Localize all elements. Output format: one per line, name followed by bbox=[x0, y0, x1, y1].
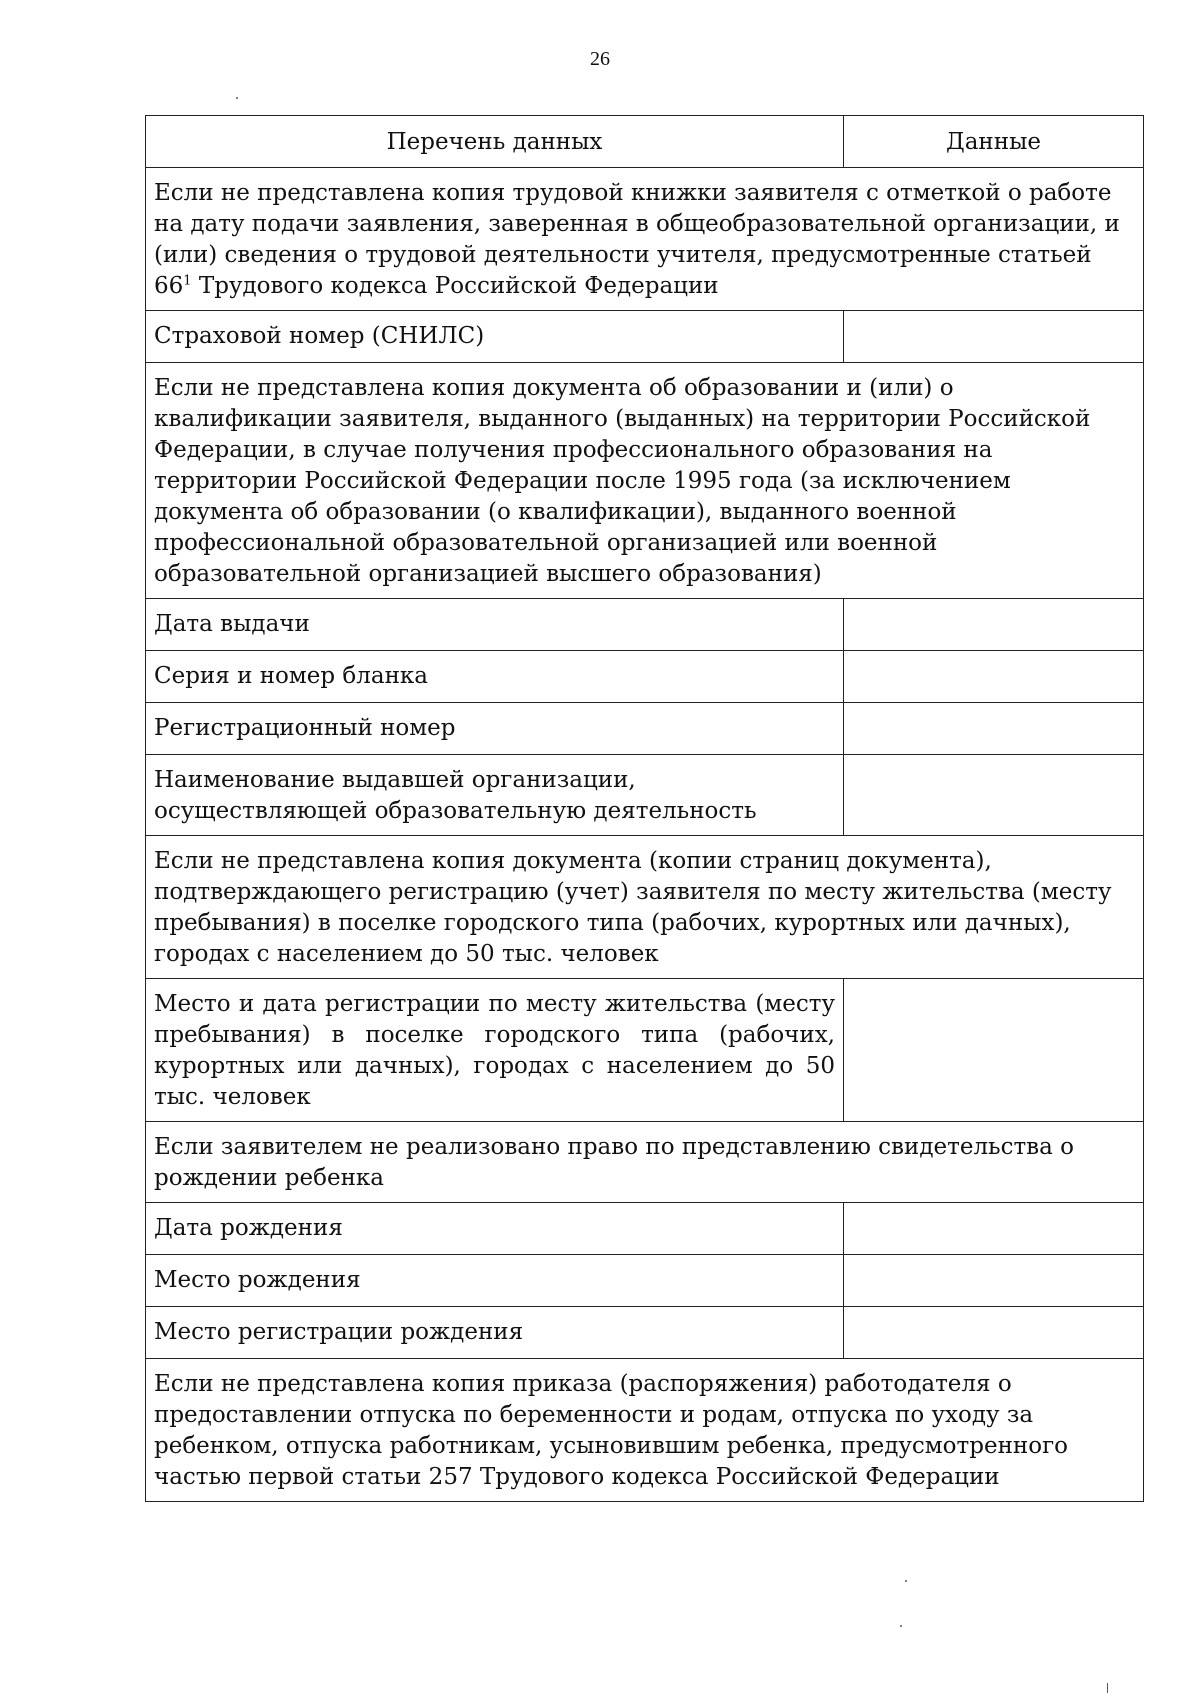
section-condition-education: Если не представлена копия документа об образовании и (или) о квалификации заявителя, выданного (выданных) на территории Российской Федерации, в случае получения профессионального образования на территории Российской Федерации после 1995 года (за исключением документа об образовании (о квалификации), выданного военной профессиональной образовательной организацией или военной образовательной организацией высшего образования) bbox=[146, 363, 1144, 599]
page-number: 26 bbox=[590, 48, 610, 70]
header-list-label: Перечень данных bbox=[146, 116, 844, 168]
scan-speck bbox=[236, 97, 238, 99]
field-row bbox=[146, 1203, 1144, 1255]
section-condition-birth-certificate: Если заявителем не реализовано право по представлению свидетельства о рождении ребенка bbox=[146, 1122, 1144, 1203]
field-value-birth-place[interactable] bbox=[844, 1255, 1144, 1307]
field-label-blank-series-number: Серия и номер бланка bbox=[146, 651, 844, 703]
field-row bbox=[146, 979, 1144, 1122]
field-value-blank-series-number[interactable] bbox=[844, 651, 1144, 703]
section-condition-row bbox=[146, 168, 1144, 311]
field-row bbox=[146, 755, 1144, 836]
field-row bbox=[146, 1255, 1144, 1307]
condition-superscript: 1 bbox=[183, 273, 192, 289]
header-data-label: Данные bbox=[844, 116, 1144, 168]
scan-speck bbox=[900, 1625, 902, 1627]
condition-text-tail: Трудового кодекса Российской Федерации bbox=[191, 273, 719, 299]
field-value-issuing-organization[interactable] bbox=[844, 755, 1144, 836]
section-condition-row bbox=[146, 836, 1144, 979]
section-condition-leave-order: Если не представлена копия приказа (распоряжения) работодателя о предоставлении отпуска по беременности и родам, отпуска по уходу за ребенком, отпуска работникам, усыновившим ребенка, предусмотренного частью первой статьи 257 Трудового кодекса Российской Федерации bbox=[146, 1359, 1144, 1502]
field-row bbox=[146, 599, 1144, 651]
field-row bbox=[146, 651, 1144, 703]
field-label-issuing-organization: Наименование выдавшей организации, осуществляющей образовательную деятельность bbox=[146, 755, 844, 836]
scan-speck bbox=[905, 1580, 907, 1582]
field-label-registration-number: Регистрационный номер bbox=[146, 703, 844, 755]
scan-speck bbox=[1107, 1683, 1108, 1693]
field-label-birth-registration-place: Место регистрации рождения bbox=[146, 1307, 844, 1359]
section-condition-row bbox=[146, 363, 1144, 599]
field-label-issue-date: Дата выдачи bbox=[146, 599, 844, 651]
field-label-residence-registration: Место и дата регистрации по месту жительства (месту пребывания) в поселке городского типа (рабочих, курортных или дачных), городах с населением до 50 тыс. человек bbox=[146, 979, 844, 1122]
field-value-birth-registration-place[interactable] bbox=[844, 1307, 1144, 1359]
section-condition-residence: Если не представлена копия документа (копии страниц документа), подтверждающего регистрацию (учет) заявителя по месту жительства (месту пребывания) в поселке городского типа (рабочих, курортных или дачных), городах с населением до 50 тыс. человек bbox=[146, 836, 1144, 979]
data-list-table bbox=[145, 115, 1144, 1502]
field-value-snils[interactable] bbox=[844, 311, 1144, 363]
section-condition-employment bbox=[146, 168, 1144, 311]
field-row bbox=[146, 1307, 1144, 1359]
field-value-birth-date[interactable] bbox=[844, 1203, 1144, 1255]
section-condition-row bbox=[146, 1122, 1144, 1203]
table-header-row bbox=[146, 116, 1144, 168]
section-condition-row bbox=[146, 1359, 1144, 1502]
field-row bbox=[146, 703, 1144, 755]
field-value-issue-date[interactable] bbox=[844, 599, 1144, 651]
field-value-registration-number[interactable] bbox=[844, 703, 1144, 755]
field-value-residence-registration[interactable] bbox=[844, 979, 1144, 1122]
field-label-snils: Страховой номер (СНИЛС) bbox=[146, 311, 844, 363]
condition-text: Если не представлена копия трудовой книжки заявителя с отметкой о работе на дату подачи заявления, заверенная в общеобразовательной организации, и (или) сведения о трудовой деятельности учителя, предусмотренные статьей 66 bbox=[154, 180, 1120, 299]
field-label-birth-place: Место рождения bbox=[146, 1255, 844, 1307]
field-row bbox=[146, 311, 1144, 363]
field-label-birth-date: Дата рождения bbox=[146, 1203, 844, 1255]
